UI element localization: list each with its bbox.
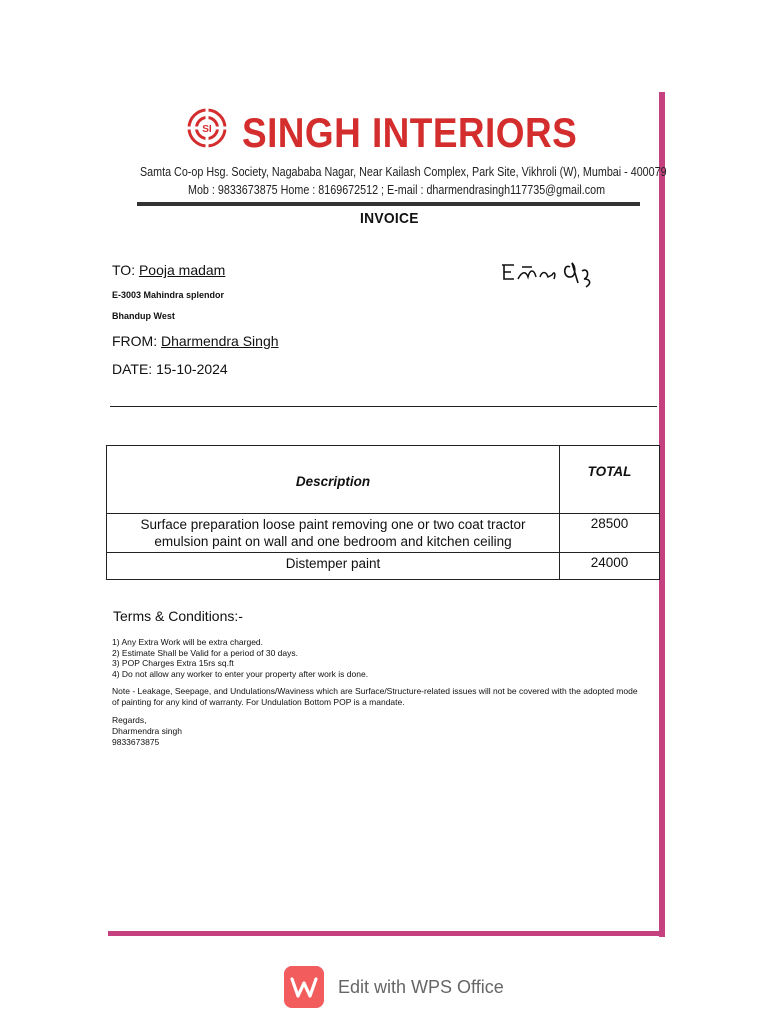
wps-logo-icon[interactable] xyxy=(284,966,324,1008)
row-total: 28500 xyxy=(560,514,660,553)
terms-note: Note - Leakage, Seepage, and Undulations/Waviness which are Surface/Structure-related issues will not be covered with the adopted mode of painting for any kind of warranty. For Undulation Bottom POP is a mandate. xyxy=(112,685,638,707)
to-line xyxy=(112,262,225,278)
logo-text: SI xyxy=(202,124,212,135)
to-name: Pooja madam xyxy=(138,262,226,278)
table-row xyxy=(107,514,660,553)
section-divider xyxy=(110,406,657,407)
table-row xyxy=(107,553,660,580)
terms-title: Terms & Conditions:- xyxy=(113,608,243,624)
column-header-description: Description xyxy=(107,446,560,514)
signatory-phone: 9833673875 xyxy=(112,736,160,747)
company-logo-icon xyxy=(187,108,227,148)
handwritten-signature xyxy=(498,253,608,293)
terms-block xyxy=(112,637,642,747)
row-description: Surface preparation loose paint removing one or two coat tractor emulsion paint on wall and one bedroom and kitchen ceiling xyxy=(107,514,560,553)
company-name: SINGH INTERIORS xyxy=(242,109,578,156)
from-name: Dharmendra Singh xyxy=(161,333,279,349)
date-line xyxy=(112,361,228,377)
to-label: TO: xyxy=(112,262,136,278)
column-header-total: TOTAL xyxy=(560,446,660,514)
terms-item: 1) Any Extra Work will be extra charged. xyxy=(112,637,264,647)
from-line xyxy=(112,333,279,349)
signatory-name: Dharmendra singh xyxy=(112,725,182,736)
from-label: FROM: xyxy=(112,333,158,349)
recipient-address-line1: E-3003 Mahindra splendor xyxy=(112,290,225,300)
invoice-title: INVOICE xyxy=(360,210,419,227)
header-divider xyxy=(137,202,640,206)
date-value: 15-10-2024 xyxy=(156,361,228,377)
table-header-row xyxy=(107,446,660,514)
regards-text: Regards, xyxy=(112,715,147,726)
page-border-bottom xyxy=(108,931,665,936)
invoice-items-table xyxy=(106,445,660,580)
company-contact: Mob : 9833673875 Home : 8169672512 ; E-mail : dharmendrasingh117735@gmail.com xyxy=(188,183,606,197)
terms-item: 3) POP Charges Extra 15rs sq.ft xyxy=(112,658,234,669)
row-description: Distemper paint xyxy=(107,553,560,580)
company-address: Samta Co-op Hsg. Society, Nagababa Nagar, Near Kailash Complex, Park Site, Vikhroli (W), Mumbai - 400079 xyxy=(140,165,667,179)
edit-with-wps-link[interactable]: Edit with WPS Office xyxy=(338,977,504,997)
recipient-address-line2: Bhandup West xyxy=(112,311,175,321)
date-label: DATE: xyxy=(112,361,153,377)
row-total: 24000 xyxy=(560,553,660,580)
terms-item: 4) Do not allow any worker to enter your property after work is done. xyxy=(112,669,369,680)
terms-item: 2) Estimate Shall be Valid for a period of 30 days. xyxy=(112,647,298,658)
